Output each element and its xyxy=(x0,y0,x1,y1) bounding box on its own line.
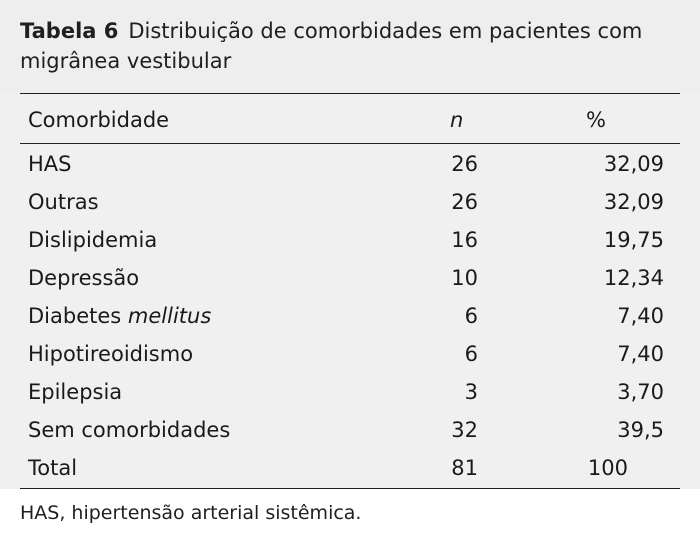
table-row xyxy=(0,373,700,411)
row-percent: 7,40 xyxy=(617,304,664,328)
table-caption xyxy=(20,16,688,76)
table-header-row xyxy=(0,101,700,139)
header-percent: % xyxy=(586,108,606,132)
row-name xyxy=(28,297,211,335)
row-percent: 100 xyxy=(587,456,628,480)
row-name-regular: Diabetes xyxy=(28,304,128,328)
table-row xyxy=(0,297,700,335)
row-name: Sem comorbidades xyxy=(28,418,231,442)
table-footnote: HAS, hipertensão arterial sistêmica. xyxy=(20,502,362,524)
row-name: Dislipidemia xyxy=(28,228,158,252)
row-name: HAS xyxy=(28,152,72,176)
table-top-rule xyxy=(20,93,680,94)
row-n: 10 xyxy=(451,266,478,290)
row-n: 81 xyxy=(451,456,478,480)
table-row xyxy=(0,335,700,373)
row-name: Hipotireoidismo xyxy=(28,342,194,366)
table-row xyxy=(0,259,700,297)
row-n: 6 xyxy=(464,304,478,328)
table-row xyxy=(0,411,700,449)
row-percent: 32,09 xyxy=(603,190,664,214)
row-percent: 32,09 xyxy=(603,152,664,176)
header-n: n xyxy=(450,108,464,132)
comorbidity-table xyxy=(0,93,700,489)
row-n: 16 xyxy=(451,228,478,252)
row-name: Depressão xyxy=(28,266,140,290)
caption-block xyxy=(0,0,700,93)
table-header-rule xyxy=(20,143,680,144)
caption-title: Distribuição de comorbidades em pacientes com migrânea vestibular xyxy=(20,19,643,73)
table-total-row xyxy=(0,449,700,487)
header-comorbidity: Comorbidade xyxy=(28,108,170,132)
row-percent: 3,70 xyxy=(617,380,664,404)
row-n: 6 xyxy=(464,342,478,366)
row-name: Outras xyxy=(28,190,99,214)
row-percent: 39,5 xyxy=(617,418,664,442)
row-n: 26 xyxy=(451,190,478,214)
table-row xyxy=(0,183,700,221)
caption-label: Tabela 6 xyxy=(20,19,119,43)
row-percent: 12,34 xyxy=(603,266,664,290)
row-name: Epilepsia xyxy=(28,380,123,404)
row-name: Total xyxy=(28,456,78,480)
table-row xyxy=(0,221,700,259)
table-row xyxy=(0,145,700,183)
row-name-italic: mellitus xyxy=(127,304,212,328)
table-bottom-rule xyxy=(20,488,680,489)
row-n: 32 xyxy=(451,418,478,442)
row-n: 26 xyxy=(451,152,478,176)
row-percent: 7,40 xyxy=(617,342,664,366)
row-n: 3 xyxy=(464,380,478,404)
row-percent: 19,75 xyxy=(603,228,664,252)
